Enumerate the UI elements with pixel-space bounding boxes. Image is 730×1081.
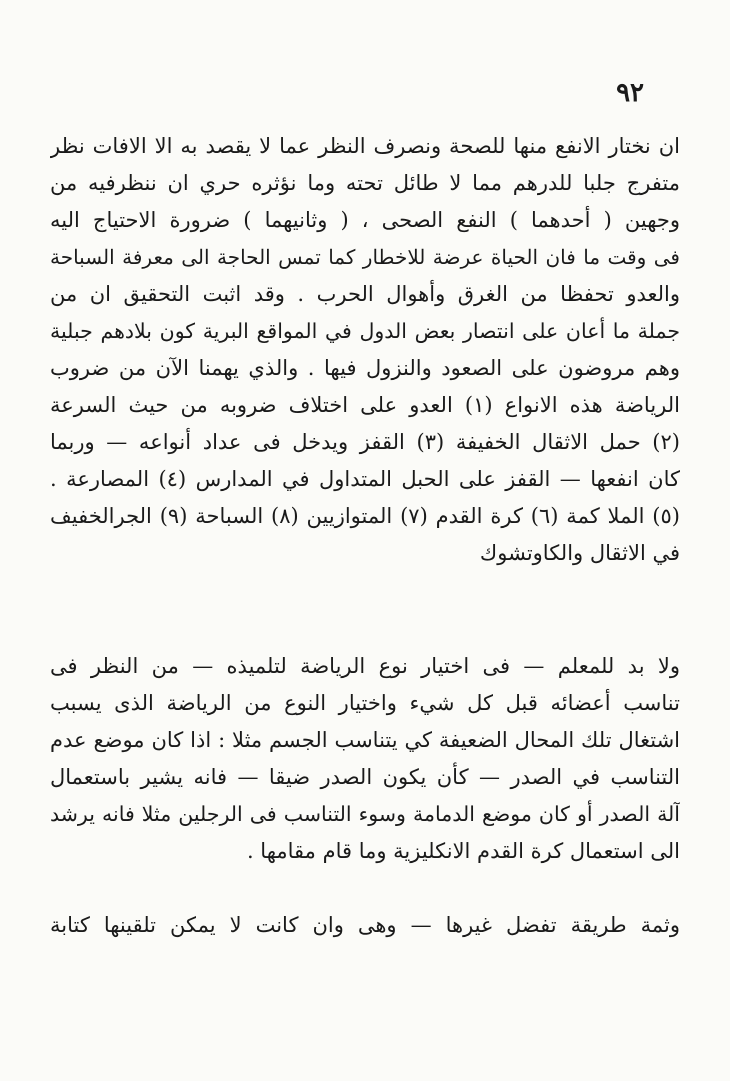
page-number: ٩٢: [616, 78, 644, 108]
text-line: آلة الصدر أو كان موضع الدمامة وسوء التناسب فى الرجلين مثلا فانه يرشد: [50, 802, 680, 826]
text-line: وثمة طريقة تفضل غيرها — وهى وان كانت لا يمكن تلقينها كتابة: [50, 913, 680, 937]
text-line: في الاثقال والكاوتشوك: [479, 541, 680, 565]
text-line: متفرج جلبا للدرهم مما لا طائل تحته وما نؤثره حري ان ننظرفيه من: [50, 171, 680, 195]
text-line: التناسب في الصدر — كأن يكون الصدر ضيقا — فانه يشير باستعمال: [50, 765, 680, 789]
paragraph-1: [50, 128, 680, 572]
text-line: كان انفعها — القفز على الحبل المتداول في المدارس (٤) المصارعة .: [50, 467, 680, 491]
text-line: والعدو تحفظا من الغرق وأهوال الحرب . وقد اثبت التحقيق ان من: [50, 282, 680, 306]
text-line: تناسب أعضائه قبل كل شيء واختيار النوع من الرياضة الذى يسبب: [50, 691, 680, 715]
text-line: اشتغال تلك المحال الضعيفة كي يتناسب الجسم مثلا : اذا كان موضع عدم: [50, 728, 680, 752]
text-line: (٢) حمل الاثقال الخفيفة (٣) القفز ويدخل فى عداد أنواعه — وربما: [50, 430, 680, 454]
text-line: (٥) الملا كمة (٦) كرة القدم (٧) المتوازيين (٨) السباحة (٩) الجرالخفيف: [50, 504, 680, 528]
text-line: وهم مروضون على الصعود والنزول فيها . والذي يهمنا الآن من ضروب: [50, 356, 680, 380]
text-line: وجهين ( أحدهما ) النفع الصحى ، ( وثانيهما ) ضرورة الاحتياج اليه: [50, 208, 680, 232]
text-line: ولا بد للمعلم — فى اختيار نوع الرياضة لتلميذه — من النظر فى: [50, 654, 680, 678]
text-line: ان نختار الانفع منها للصحة ونصرف النظر عما لا يقصد به الا الافات نظر: [50, 134, 680, 158]
text-line: فى وقت ما فان الحياة عرضة للاخطار كما تمس الحاجة الى معرفة السباحة: [50, 245, 680, 269]
paragraph-3: [50, 907, 680, 944]
paragraph-2: [50, 648, 680, 870]
text-line: الرياضة هذه الانواع (١) العدو على اختلاف ضروبه من حيث السرعة: [50, 393, 680, 417]
text-line: جملة ما أعان على انتصار بعض الدول في المواقع البرية كون بلادهم جبلية: [50, 319, 680, 343]
text-line: الى استعمال كرة القدم الانكليزية وما قام مقامها .: [246, 839, 680, 863]
